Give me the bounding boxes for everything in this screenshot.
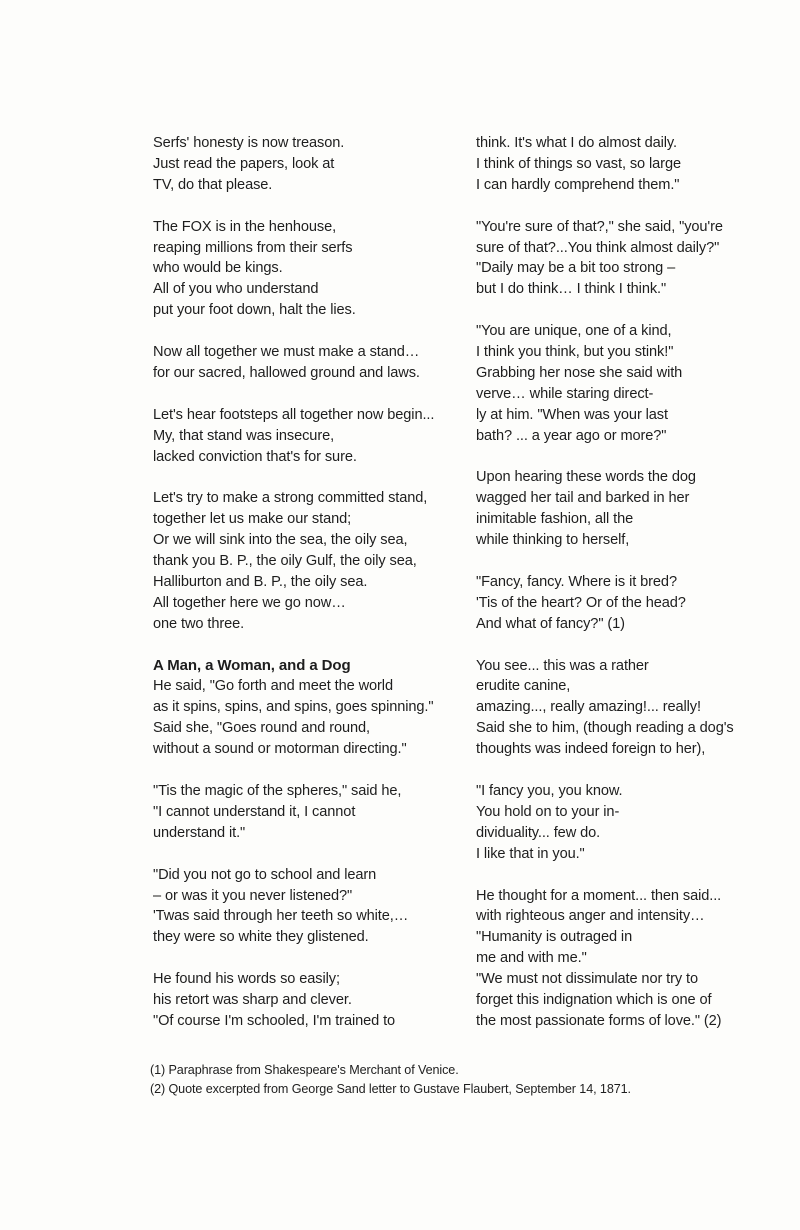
section-stanza bbox=[476, 133, 796, 196]
poem-line: Serfs' honesty is now treason. bbox=[153, 135, 345, 151]
section-stanza bbox=[476, 217, 796, 301]
poem-line: Let's try to make a strong committed stand, bbox=[153, 490, 428, 507]
poem-line: while thinking to herself, bbox=[476, 532, 630, 549]
poem-line: "Did you not go to school and learn bbox=[153, 866, 377, 883]
section-stanza bbox=[476, 467, 796, 551]
poem-line: dividuality... few do. bbox=[476, 824, 601, 841]
poem-line: My, that stand was insecure, bbox=[153, 427, 335, 444]
poem-line: understand it." bbox=[153, 824, 246, 841]
poem-line: but I do think… I think I think." bbox=[476, 281, 667, 298]
poem-line: "I fancy you, you know. bbox=[476, 783, 623, 799]
poem-line: 'Tis of the heart? Or of the head? bbox=[476, 594, 686, 611]
poem-stanza bbox=[153, 488, 463, 634]
poem-line: He thought for a moment... then said... bbox=[476, 887, 722, 904]
poem-line: Halliburton and B. P., the oily sea. bbox=[153, 573, 368, 590]
poem-line: wagged her tail and barked in her bbox=[476, 490, 690, 507]
poem-line: "Daily may be a bit too strong – bbox=[476, 260, 676, 277]
poem-line: ly at him. "When was your last bbox=[476, 406, 668, 423]
section-stanza bbox=[476, 572, 796, 635]
poem-line: You hold on to your in- bbox=[476, 803, 620, 820]
poem-line: Upon hearing these words the dog bbox=[476, 469, 696, 486]
section-stanza bbox=[476, 321, 796, 446]
poem-line: one two three. bbox=[153, 615, 245, 632]
poem-line: I think of things so vast, so large bbox=[476, 155, 681, 172]
poem-stanza bbox=[153, 133, 463, 196]
poem-line: put your foot down, halt the lies. bbox=[153, 302, 356, 319]
section-stanza bbox=[153, 865, 463, 949]
footnote: (1) Paraphrase from Shakespeare's Merchant of Venice. bbox=[150, 1063, 459, 1077]
poem-line: Just read the papers, look at bbox=[153, 155, 335, 172]
poem-line: amazing..., really amazing!... really! bbox=[476, 699, 701, 716]
poem-line: "Tis the magic of the spheres," said he, bbox=[153, 783, 402, 799]
poem-line: who would be kings. bbox=[153, 260, 283, 277]
poem-line: as it spins, spins, and spins, goes spinning." bbox=[153, 699, 434, 716]
poem-line: verve… while staring direct- bbox=[476, 385, 654, 402]
poem-line: think. It's what I do almost daily. bbox=[476, 135, 677, 151]
poem-line: Let's hear footsteps all together now begin... bbox=[153, 406, 435, 423]
poem-line: the most passionate forms of love." (2) bbox=[476, 1012, 722, 1029]
poem-line: He said, "Go forth and meet the world bbox=[153, 678, 393, 695]
poem-line: I like that in you." bbox=[476, 845, 585, 862]
poem-line: sure of that?...You think almost daily?" bbox=[476, 239, 720, 256]
section-title: A Man, a Woman, and a Dog bbox=[153, 656, 351, 674]
poem-line: The FOX is in the henhouse, bbox=[153, 218, 337, 235]
section-stanza bbox=[153, 676, 463, 760]
section-stanza bbox=[153, 969, 463, 1032]
section-stanza bbox=[476, 656, 796, 761]
poem-line: Said she to him, (though reading a dog's bbox=[476, 720, 734, 737]
poem-line: erudite canine, bbox=[476, 678, 571, 695]
poem-line: Said she, "Goes round and round, bbox=[153, 720, 370, 737]
poem-line: Or we will sink into the sea, the oily sea, bbox=[153, 532, 408, 549]
footnote: (2) Quote excerpted from George Sand letter to Gustave Flaubert, September 14, 1871. bbox=[150, 1082, 631, 1096]
poem-stanza bbox=[153, 342, 463, 384]
poem-line: they were so white they glistened. bbox=[153, 929, 369, 946]
poem-line: together let us make our stand; bbox=[153, 511, 352, 528]
poem-line: me and with me." bbox=[476, 950, 587, 967]
left-column bbox=[153, 133, 463, 1053]
poem-line: "You are unique, one of a kind, bbox=[476, 323, 672, 340]
poem-line: – or was it you never listened?" bbox=[153, 887, 353, 904]
poem-line: All together here we go now… bbox=[153, 594, 346, 611]
poem-line: Now all together we must make a stand… bbox=[153, 344, 420, 361]
footnotes bbox=[150, 1061, 770, 1099]
poem-line: "I cannot understand it, I cannot bbox=[153, 803, 356, 820]
poem-line: All of you who understand bbox=[153, 281, 319, 298]
poem-line: for our sacred, hallowed ground and laws. bbox=[153, 364, 420, 381]
poem-line: "Of course I'm schooled, I'm trained to bbox=[153, 1012, 396, 1029]
poem-line: You see... this was a rather bbox=[476, 657, 649, 674]
poem-line: "We must not dissimulate nor try to bbox=[476, 971, 699, 988]
poem-line: Grabbing her nose she said with bbox=[476, 364, 683, 381]
poem-line: bath? ... a year ago or more?" bbox=[476, 427, 667, 444]
poem-line: lacked conviction that's for sure. bbox=[153, 448, 357, 465]
poem-line: inimitable fashion, all the bbox=[476, 511, 634, 528]
section-stanza bbox=[476, 886, 796, 1032]
poem-line: thoughts was indeed foreign to her), bbox=[476, 741, 706, 758]
poem-line: TV, do that please. bbox=[153, 176, 273, 193]
poem-line: thank you B. P., the oily Gulf, the oily sea, bbox=[153, 553, 417, 570]
poem-line: forget this indignation which is one of bbox=[476, 992, 712, 1009]
section-stanza bbox=[476, 781, 796, 865]
poem-line: He found his words so easily; bbox=[153, 971, 340, 988]
right-column bbox=[476, 133, 796, 1053]
poem-line: "Fancy, fancy. Where is it bred? bbox=[476, 573, 677, 590]
poem-stanza bbox=[153, 217, 463, 322]
poem-line: 'Twas said through her teeth so white,… bbox=[153, 908, 409, 925]
poem-stanza bbox=[153, 405, 463, 468]
poem-line: without a sound or motorman directing." bbox=[153, 741, 407, 758]
poem-line: reaping millions from their serfs bbox=[153, 239, 353, 256]
poem-line: his retort was sharp and clever. bbox=[153, 992, 352, 1009]
poem-line: "Humanity is outraged in bbox=[476, 929, 633, 946]
poem-line: "You're sure of that?," she said, "you're bbox=[476, 218, 723, 235]
section-stanza bbox=[153, 781, 463, 844]
poem-line: And what of fancy?" (1) bbox=[476, 615, 625, 632]
poem-line: I can hardly comprehend them." bbox=[476, 176, 680, 193]
poem-line: with righteous anger and intensity… bbox=[476, 908, 705, 925]
poem-line: I think you think, but you stink!" bbox=[476, 344, 674, 361]
